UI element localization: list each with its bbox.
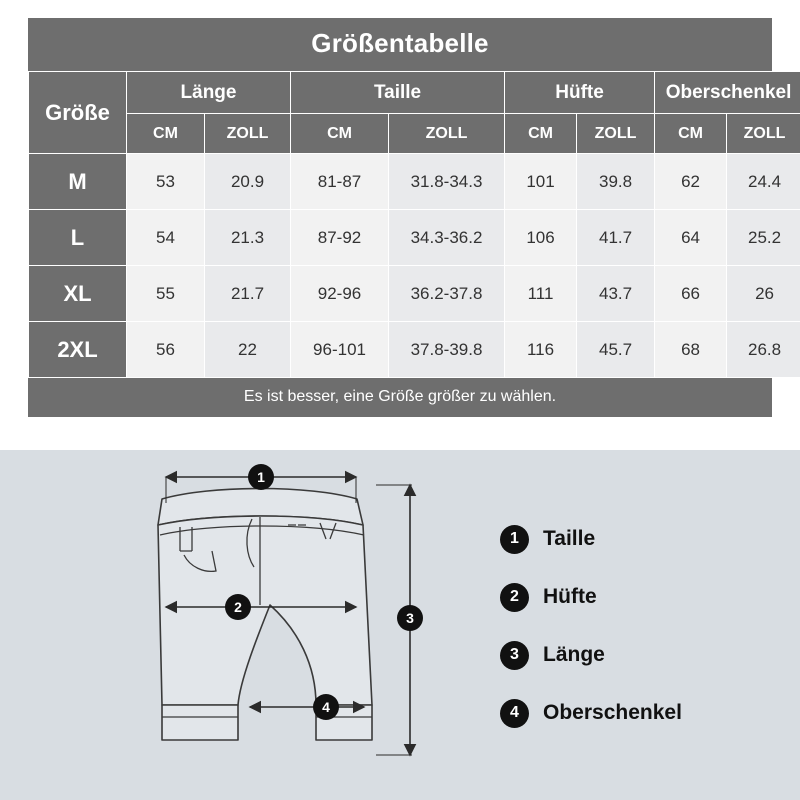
cell: 64 <box>655 210 727 266</box>
cell: 101 <box>505 154 577 210</box>
th-group-laenge: Länge <box>127 72 291 114</box>
th-group-taille: Taille <box>291 72 505 114</box>
table-row <box>29 322 800 378</box>
th-unit-3: ZOLL <box>389 114 505 154</box>
cell: 39.8 <box>577 154 655 210</box>
legend-label: Hüfte <box>543 585 597 608</box>
table-note: Es ist besser, eine Größe größer zu wählen. <box>28 378 772 417</box>
cell: 106 <box>505 210 577 266</box>
row-size: M <box>29 154 127 210</box>
cell: 53 <box>127 154 205 210</box>
legend-number-icon: 2 <box>500 583 529 612</box>
cell: 62 <box>655 154 727 210</box>
cell: 43.7 <box>577 266 655 322</box>
legend-item-huefte <box>500 568 780 626</box>
size-table-panel <box>28 18 792 417</box>
cell: 45.7 <box>577 322 655 378</box>
th-unit-6: CM <box>655 114 727 154</box>
legend-label: Oberschenkel <box>543 701 682 724</box>
table-row <box>29 266 800 322</box>
legend-number-icon: 1 <box>500 525 529 554</box>
cell: 56 <box>127 322 205 378</box>
cell: 25.2 <box>727 210 800 266</box>
th-size: Größe <box>29 72 127 154</box>
size-table <box>28 71 800 378</box>
th-unit-0: CM <box>127 114 205 154</box>
cell: 92-96 <box>291 266 389 322</box>
cell: 55 <box>127 266 205 322</box>
cell: 20.9 <box>205 154 291 210</box>
cell: 26.8 <box>727 322 800 378</box>
cell: 54 <box>127 210 205 266</box>
marker-1: 1 <box>257 469 265 485</box>
legend-item-taille <box>500 510 780 568</box>
cell: 66 <box>655 266 727 322</box>
cell: 26 <box>727 266 800 322</box>
th-unit-7: ZOLL <box>727 114 800 154</box>
legend-item-oberschenkel <box>500 684 780 742</box>
row-size: L <box>29 210 127 266</box>
cell: 81-87 <box>291 154 389 210</box>
cell: 87-92 <box>291 210 389 266</box>
table-row <box>29 154 800 210</box>
row-size: 2XL <box>29 322 127 378</box>
legend-number-icon: 4 <box>500 699 529 728</box>
cell: 96-101 <box>291 322 389 378</box>
cell: 34.3-36.2 <box>389 210 505 266</box>
shorts-illustration <box>120 455 480 795</box>
cell: 37.8-39.8 <box>389 322 505 378</box>
cell: 21.3 <box>205 210 291 266</box>
legend-number-icon: 3 <box>500 641 529 670</box>
cell: 31.8-34.3 <box>389 154 505 210</box>
cell: 68 <box>655 322 727 378</box>
cell: 116 <box>505 322 577 378</box>
cell: 41.7 <box>577 210 655 266</box>
page-title: Größentabelle <box>311 28 489 58</box>
row-size: XL <box>29 266 127 322</box>
cell: 22 <box>205 322 291 378</box>
table-row <box>29 210 800 266</box>
legend-label: Taille <box>543 527 596 550</box>
th-unit-1: ZOLL <box>205 114 291 154</box>
marker-3: 3 <box>406 610 414 626</box>
th-unit-2: CM <box>291 114 389 154</box>
legend-item-laenge <box>500 626 780 684</box>
th-unit-5: ZOLL <box>577 114 655 154</box>
th-unit-4: CM <box>505 114 577 154</box>
cell: 21.7 <box>205 266 291 322</box>
legend-label: Länge <box>543 643 605 666</box>
cell: 24.4 <box>727 154 800 210</box>
marker-2: 2 <box>234 599 242 615</box>
marker-4: 4 <box>322 699 330 715</box>
cell: 36.2-37.8 <box>389 266 505 322</box>
legend <box>500 510 780 742</box>
th-group-huefte: Hüfte <box>505 72 655 114</box>
th-group-oberschenkel: Oberschenkel <box>655 72 800 114</box>
cell: 111 <box>505 266 577 322</box>
